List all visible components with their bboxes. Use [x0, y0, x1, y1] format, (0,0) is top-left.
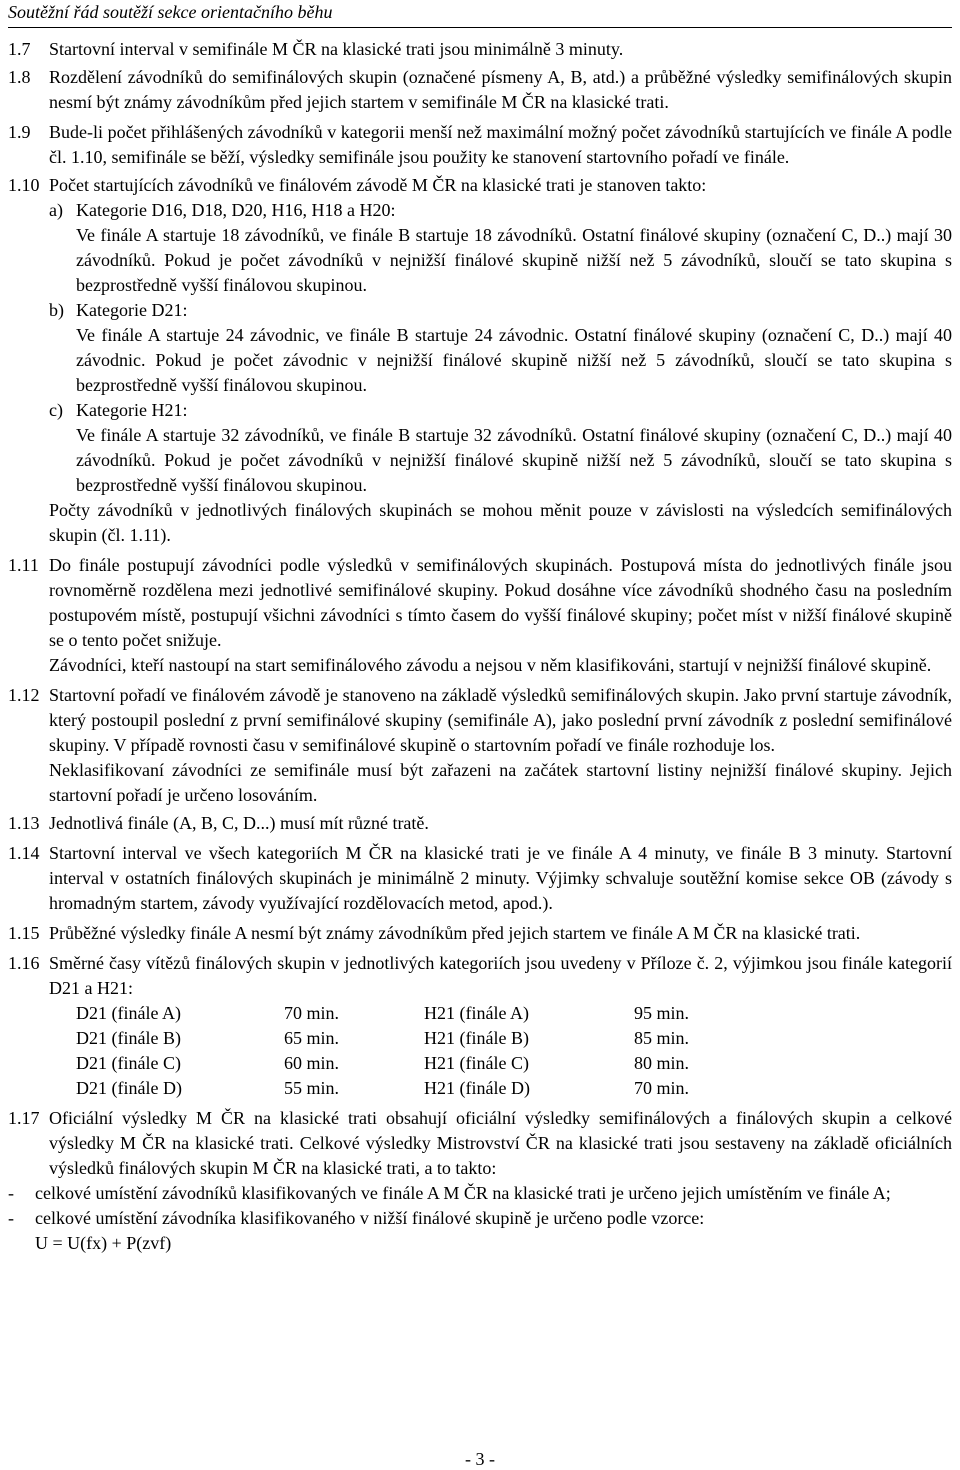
section-text: Do finále postupují závodníci podle výsledků v semifinálových skupinách. Postupová místa do jednotlivých finále jsou rovnoměrně rozdělena mezi jednotlivé semifinálové skupiny. Pokud dosáhne více závodníků shodného času na posledním postupovém místě, postupují všichni závodníci s tímto časem do vyšší finálové skupiny; počet míst v nižší finálové skupině se o tento počet snižuje.: [49, 555, 952, 650]
section-text: Startovní interval v semifinále M ČR na klasické trati jsou minimálně 3 minuty.: [49, 39, 624, 59]
section-number: 1.14: [8, 843, 40, 863]
section-1-11: [8, 553, 952, 678]
page-number: - 3 -: [465, 1449, 495, 1469]
section-number: 1.16: [8, 953, 40, 973]
time-category: D21 (finále C): [76, 1053, 181, 1073]
time-category: D21 (finále A): [76, 1003, 181, 1023]
time-value: 95 min.: [634, 1003, 690, 1023]
category-text: Ve finále A startuje 24 závodnic, ve finále B startuje 24 závodnic. Ostatní finálové skupiny (označení C, D..) mají 40 závodnic. Pokud je počet závodnic v nejnižší finálové skupině nižší než 5 závodníků, sloučí se tato skupina s bezprostředně vyšší finálovou skupinou.: [76, 325, 952, 395]
section-text: Jednotlivá finále (A, B, C, D...) musí mít různé tratě.: [49, 813, 429, 833]
section-1-8: [8, 65, 952, 115]
section-number: 1.7: [8, 39, 31, 59]
category-c: [49, 398, 952, 498]
section-number: 1.17: [8, 1108, 40, 1128]
list-item-text: celkové umístění závodníka klasifikovaného v nižší finálové skupině je určeno podle vzorce:: [35, 1208, 705, 1228]
section-text: Závodníci, kteří nastoupí na start semifinálového závodu a nejsou v něm klasifikováni, startují v nejnižší finálové skupině.: [49, 655, 932, 675]
category-title: Kategorie H21:: [76, 400, 188, 420]
list-item: [8, 1206, 952, 1256]
section-text: Startovní pořadí ve finálovém závodě je stanoveno na základě výsledků semifinálových skupin. Jako první startuje závodník, který postoupil poslední z první semifinálové skupiny (semifinále A), jako poslední první závodník z poslední semifinálové skupiny. V případě rovnosti času v semifinálové skupině o startovním pořadí ve finále rozhoduje los.: [49, 685, 952, 755]
category-title: Kategorie D21:: [76, 300, 188, 320]
section-text: Průběžné výsledky finále A nesmí být známy závodníkům před jejich startem ve finále A M ČR na klasické trati.: [49, 923, 861, 943]
document-body: [8, 37, 952, 1256]
time-category: D21 (finále D): [76, 1078, 182, 1098]
list-item-text: celkové umístění závodníků klasifikovaných ve finále A M ČR na klasické trati je určeno jejich umístěním ve finále A;: [35, 1183, 891, 1203]
category-b: [49, 298, 952, 398]
time-value: 85 min.: [634, 1028, 690, 1048]
section-1-10: [8, 173, 952, 548]
time-category: D21 (finále B): [76, 1028, 181, 1048]
section-text: Směrné časy vítězů finálových skupin v jednotlivých kategoriích jsou uvedeny v Příloze č. 2, výjimkou jsou finále kategorií D21 a H21:: [49, 953, 952, 998]
section-1-14: [8, 841, 952, 916]
time-category: H21 (finále B): [424, 1028, 529, 1048]
section-text: Neklasifikovaní závodníci ze semifinále musí být zařazeni na začátek startovní listiny nejnižší finálové skupiny. Jejich startovní pořadí je určeno losováním.: [49, 760, 952, 805]
time-value: 80 min.: [634, 1053, 690, 1073]
time-value: 65 min.: [284, 1028, 340, 1048]
section-1-12: [8, 683, 952, 808]
bullet-dash: -: [8, 1208, 14, 1228]
section-text: Rozdělení závodníků do semifinálových skupin (označené písmeny A, B, atd.) a průběžné výsledky semifinálových skupin nesmí být známy závodníkům před jejich startem v semifinále M ČR na klasické trati.: [49, 67, 952, 112]
time-category: H21 (finále D): [424, 1078, 530, 1098]
section-number: 1.10: [8, 175, 40, 195]
section-number: 1.8: [8, 67, 31, 87]
category-text: Ve finále A startuje 18 závodníků, ve finále B startuje 18 závodníků. Ostatní finálové skupiny (označení C, D..) mají 30 závodníků. Pokud je počet závodníků v nejnižší finálové skupině nižší než 5 závodníků, sloučí se tato skupina s bezprostředně vyšší finálovou skupinou.: [76, 225, 952, 295]
time-value: 55 min.: [284, 1078, 340, 1098]
time-category: H21 (finále A): [424, 1003, 529, 1023]
list-item: [8, 1181, 952, 1206]
category-title: Kategorie D16, D18, D20, H16, H18 a H20:: [76, 200, 396, 220]
section-1-16: [8, 951, 952, 1101]
formula: U = U(fx) + P(zvf): [35, 1233, 172, 1253]
section-number: 1.9: [8, 122, 31, 142]
section-1-17: [8, 1106, 952, 1181]
section-1-13: [8, 811, 952, 836]
time-value: 60 min.: [284, 1053, 340, 1073]
section-1-7: [8, 37, 952, 62]
winning-times-table: [76, 1001, 952, 1101]
section-number: 1.12: [8, 685, 40, 705]
section-1-15: [8, 921, 952, 946]
category-a: [49, 198, 952, 298]
section-text: Oficiální výsledky M ČR na klasické trati obsahují oficiální výsledky semifinálových a finálových skupin a celkové výsledky M ČR na klasické trati. Celkové výsledky Mistrovství ČR na klasické trati jsou sestaveny na základě oficiálních výsledků finálových skupin M ČR na klasické trati, a to takto:: [49, 1108, 952, 1178]
section-text: Bude-li počet přihlášených závodníků v kategorii menší než maximální možný počet závodníků startujících ve finále A podle čl. 1.10, semifinále se běží, výsledky semifinále jsou použity ke stanovení startovního pořadí ve finále.: [49, 122, 952, 167]
page-header: Soutěžní řád soutěží sekce orientačního běhu: [8, 0, 952, 28]
item-marker: b): [49, 300, 64, 320]
time-value: 70 min.: [634, 1078, 690, 1098]
section-number: 1.11: [8, 555, 39, 575]
section-text: Startovní interval ve všech kategoriích M ČR na klasické trati je ve finále A 4 minuty, ve finále B 3 minuty. Startovní interval v ostatních finálových skupinách je minimálně 2 minuty. Výjimky schvaluje soutěžní komise sekce OB (závody s hromadným startem, závody využívající rozdělovacích metod, apod.).: [49, 843, 952, 913]
section-1-9: [8, 120, 952, 170]
time-category: H21 (finále C): [424, 1053, 529, 1073]
section-outro: Počty závodníků v jednotlivých finálových skupinách se mohou měnit pouze v závislosti na výsledcích semifinálových skupin (čl. 1.11).: [49, 500, 952, 545]
section-number: 1.15: [8, 923, 40, 943]
time-value: 70 min.: [284, 1003, 340, 1023]
item-marker: a): [49, 200, 63, 220]
item-marker: c): [49, 400, 63, 420]
section-number: 1.13: [8, 813, 40, 833]
category-text: Ve finále A startuje 32 závodníků, ve finále B startuje 32 závodníků. Ostatní finálové skupiny (označení C, D..) mají 40 závodníků. Pokud je počet závodníků v nejnižší finálové skupině nižší než 5 závodníků, sloučí se tato skupina s bezprostředně vyšší finálovou skupinou.: [76, 425, 952, 495]
bullet-dash: -: [8, 1183, 14, 1203]
section-intro: Počet startujících závodníků ve finálovém závodě M ČR na klasické trati je stanoven takto:: [49, 175, 707, 195]
